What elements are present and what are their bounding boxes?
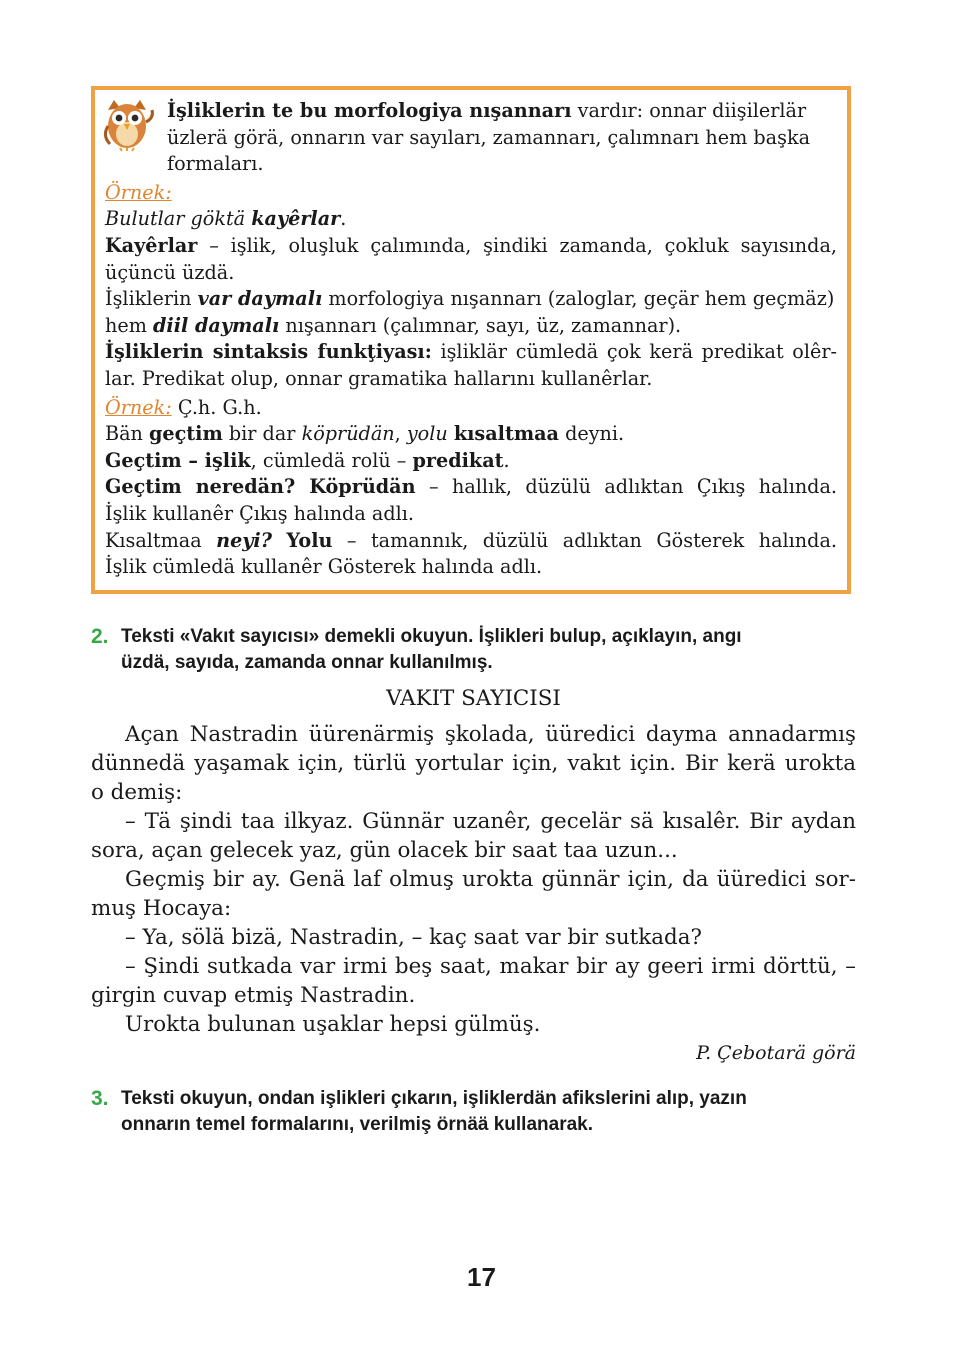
kayerlar-line1: Kayêrlar – işlik, oluşluk çalımında, şindiki zamanda, çokluk sayısında, [105,233,837,257]
story-body [91,720,856,1039]
story-title: VAKIT SAYICISI [386,686,561,711]
story-p1-line3: o demiş: [91,780,183,805]
page-number: 17 [467,1262,496,1292]
story-p2-line1: – Tä şindi taa ilkyaz. Günnär uzanêr, gecelär sä kısalêr. Bir aydan [125,809,856,834]
task-3-number: 3. [91,1087,109,1110]
example2-line: Örnek: Ç.h. G.h. [105,395,262,419]
story-p3-line1: Geçmiş bir ay. Genä laf olmuş urokta günnär için, da üüredici sor- [125,867,856,892]
neredan-line2: İşlik kullanêr Çıkış halında adlı. [105,501,414,525]
story-author: P. Çebotarä görä [696,1042,856,1064]
story-p4-line1: – Ya, sölä bizä, Nastradin, – kaç saat var bir sutkada? [125,925,702,950]
story-p3-line2: muş Hocaya: [91,896,232,921]
task-2-number: 2. [91,625,109,648]
story-p2-line2: sora, açan gelecek yaz, gün olacek bir saat taa uzun... [91,838,678,863]
story-p1-line2: dünnedä yaşamak için, türlü yortular için, vakıt için. Bir kerä urokta [91,751,856,776]
gectim-line: Geçtim – işlik, cümledä rolü – predikat. [105,448,510,472]
rule-intro-line1: İşliklerin te bu morfologiya nışannarı vardır: onnar diişilerlär [167,99,807,122]
story-p6-line1: Urokta bulunan uşaklar hepsi gülmüş. [125,1012,541,1037]
example-label-2: Örnek: [105,395,172,419]
story-p1-line1: Açan Nastradin üürenärmiş şkolada, üüredici dayma annadarmış [125,722,856,747]
kayerlar-line2: üçüncü üzdä. [105,260,235,284]
story-p5-line2: girgin cuvap etmiş Nastradin. [91,983,416,1008]
rule-intro-line2: üzlerä görä, onnarın var sayıları, zamannarı, çalımnarı hem başka [167,125,811,149]
kisaltmaa-line1: Kısaltmaa neyi? Yolu – tamannık, düzülü adlıktan Gösterek halında. [105,528,837,552]
diil-daymali-line: hem diil daymalı nışannarı (çalımnar, sayı, üz, zamannar). [105,313,682,337]
rule-intro-line3: formaları. [167,152,264,176]
task-3-line2: onnarın temel formalarını, verilmiş örnää kullanarak. [121,1114,594,1135]
task-2-line2: üzdä, sayıda, zamanda onnar kullanılmış. [121,652,493,673]
rule-box [91,86,851,594]
sintaksis-line2: lar. Predikat olup, onnar gramatika hallarını kullanêrlar. [105,366,653,390]
ban-line: Bän geçtim bir dar köprüdän, yolu kısaltmaa deyni. [105,422,625,446]
task-3 [91,1086,856,1138]
task-2-line1: Teksti «Vakıt sayıcısı» demekli okuyun. İşlikleri bulup, açıklayın, angı [121,626,742,647]
neredan-line1: Geçtim neredän? Köprüdän – hallık, düzülü adlıktan Çıkış halında. [105,475,838,499]
example-label: Örnek: [105,180,172,204]
task-2 [91,624,856,676]
task-3-line1: Teksti okuyun, ondan işlikleri çıkarın, işliklerdän afikslerini alıp, yazın [121,1088,747,1109]
var-daymali-line: İşliklerin var daymalı morfologiya nışannarı (zaloglar, geçär hem geçmäz) [105,287,835,311]
example-sentence: Bulutlar göktä kayêrlar. [105,207,347,231]
story-p5-line1: – Şindi sutkada var irmi beş saat, makar bir ay geeri irmi dörttü, – [125,954,856,979]
kisaltmaa-line2: İşlik cümledä kullanêr Gösterek halında adlı. [105,555,543,579]
sintaksis-line1: İşliklerin sintaksis funkţiyası: işliklär cümledä çok kerä predikat olêr- [105,340,837,364]
